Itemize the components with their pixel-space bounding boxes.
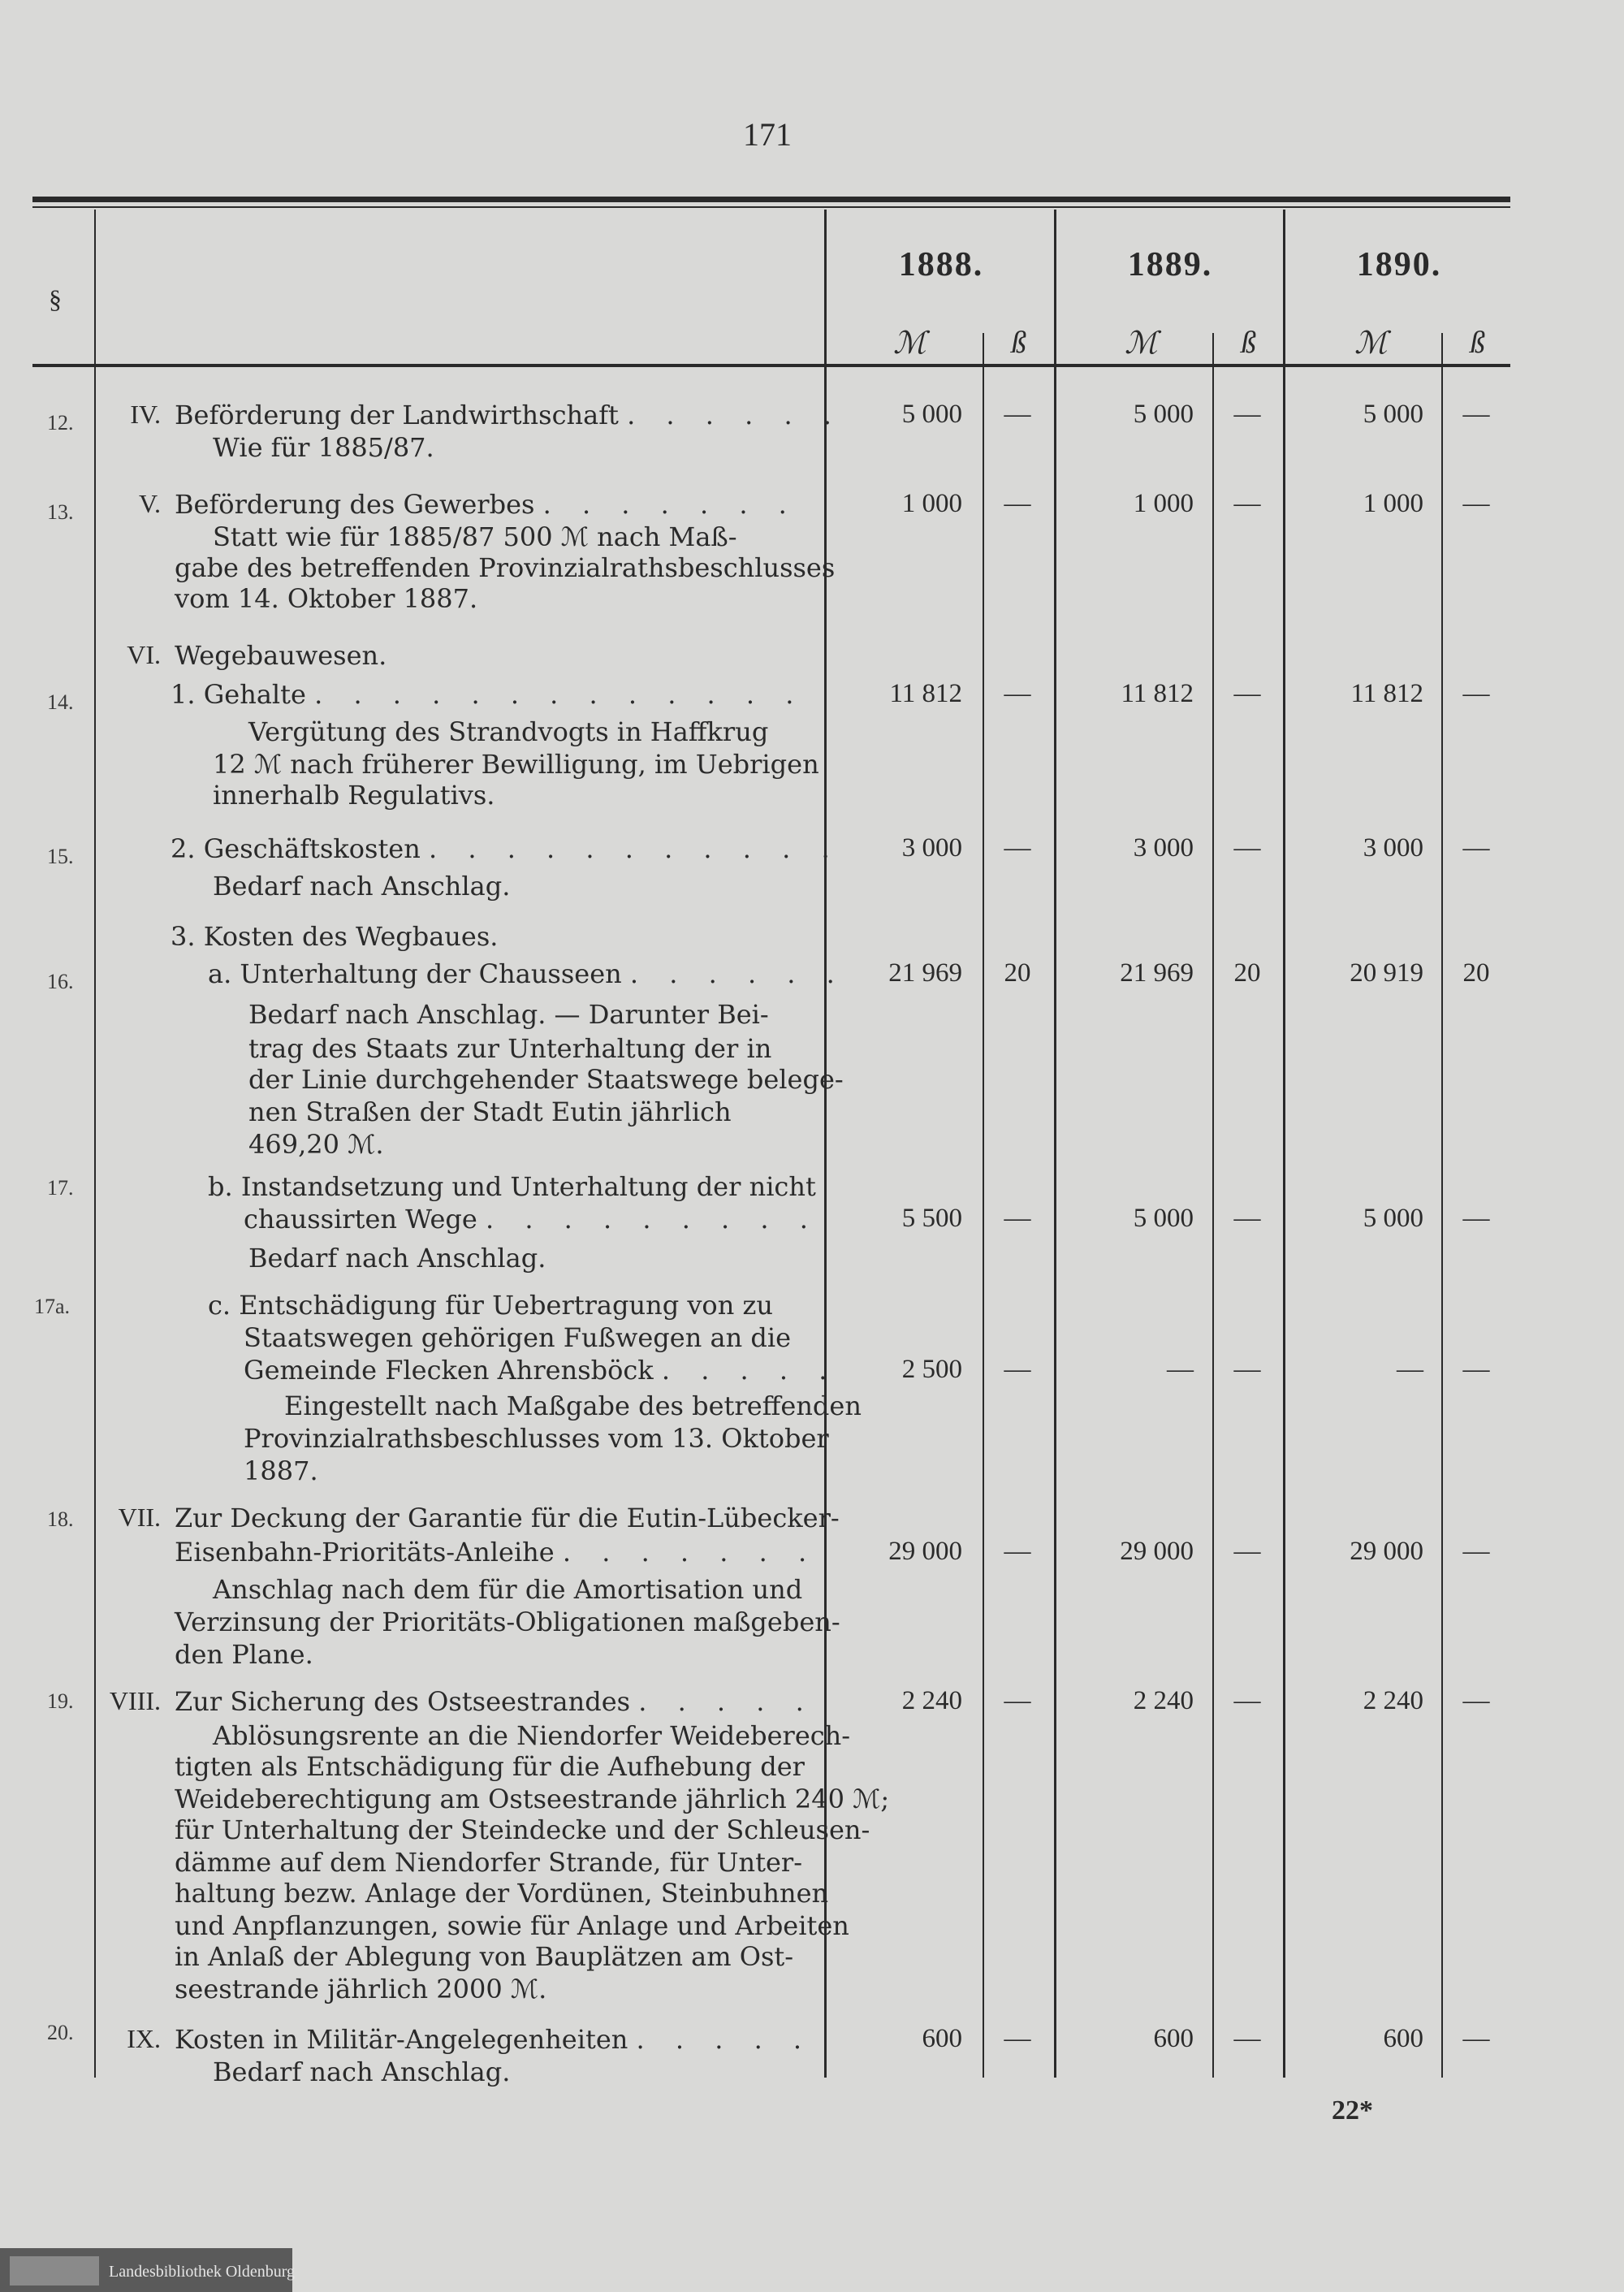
item-note: den Plane.	[175, 1639, 313, 1670]
item-note: nen Straßen der Stadt Eutin jährlich	[248, 1096, 732, 1127]
leader-dots: . . . . .	[638, 1686, 815, 1717]
library-building-icon	[10, 2256, 99, 2286]
pf-1889: —	[1233, 1204, 1261, 1233]
header-bottom-rule	[32, 364, 1510, 367]
amount-1890: 1 000	[1363, 489, 1423, 518]
item-note: 12 ℳ nach früherer Bewilligung, im Uebrigen	[213, 749, 819, 780]
pf-1890: —	[1462, 1686, 1490, 1715]
item-note: haltung bezw. Anlage der Vordünen, Steinbuhnen	[175, 1878, 829, 1909]
paragraph-number: 13.	[47, 500, 74, 524]
pf-1888: —	[1004, 2024, 1031, 2053]
pf-1889: 20	[1233, 958, 1261, 988]
roman-numeral: IX.	[127, 2024, 161, 2053]
pf-1890: —	[1462, 489, 1490, 518]
top-rule-thin	[32, 206, 1510, 208]
year-1889: 1889.	[1127, 246, 1213, 283]
amount-1889: 5 000	[1133, 1204, 1194, 1233]
amount-1888: 2 240	[901, 1686, 962, 1715]
signature-mark: 22*	[1332, 2095, 1373, 2126]
amount-1890: 2 240	[1363, 1686, 1423, 1715]
item-title-cont	[244, 1204, 819, 1235]
leader-dots: . . . . . .	[629, 958, 846, 989]
leader-dots: . . . . .	[636, 2024, 814, 2055]
pf-1890: —	[1462, 1355, 1490, 1384]
item-note: Verzinsung der Prioritäts-Obligationen maßgeben-	[175, 1607, 840, 1637]
item-title	[175, 2024, 813, 2055]
item-note: und Anpflanzungen, sowie für Anlage und Arbeiten	[175, 1910, 849, 1941]
year-1890: 1890.	[1356, 246, 1442, 283]
section-heading: Wegebauwesen.	[175, 640, 387, 671]
amount-1890: 3 000	[1363, 833, 1423, 863]
leader-dots: . . . . . . .	[542, 489, 798, 520]
amount-1888: 2 500	[901, 1355, 962, 1384]
pf-1890: —	[1462, 679, 1490, 708]
paragraph-number: 17.	[47, 1176, 74, 1200]
item-title-text: chaussirten Wege	[244, 1204, 477, 1235]
item-note: innerhalb Regulativs.	[213, 780, 495, 811]
pf-1888: —	[1004, 1686, 1031, 1715]
amount-1890: 11 812	[1350, 679, 1423, 708]
amount-1889: 1 000	[1133, 489, 1194, 518]
item-title-cont	[175, 1537, 818, 1568]
library-name: Landesbibliothek Oldenburg	[109, 2263, 296, 2281]
item-note: Eingestellt nach Maßgabe des betreffenden	[284, 1390, 862, 1421]
paragraph-number: 12.	[47, 411, 74, 435]
amount-1890: 5 000	[1363, 400, 1423, 429]
pf-1889: —	[1233, 833, 1261, 863]
item-note: Bedarf nach Anschlag.	[213, 871, 511, 902]
pf-1890: —	[1462, 400, 1490, 429]
unit-mark-1890: ℳ	[1354, 327, 1388, 361]
pf-1888: —	[1004, 1204, 1031, 1233]
amount-1889: 3 000	[1133, 833, 1194, 863]
item-title-text: Gemeinde Flecken Ahrensböck	[244, 1355, 654, 1386]
item-note: in Anlaß der Ablegung von Bauplätzen am Ost-	[175, 1941, 794, 1972]
item-note: 1887.	[244, 1455, 318, 1486]
pf-1888: —	[1004, 400, 1031, 429]
item-note: tigten als Entschädigung für die Aufhebung der	[175, 1751, 805, 1782]
amount-1889: 600	[1153, 2024, 1194, 2053]
item-title	[171, 833, 841, 864]
amount-1888: 21 969	[888, 958, 962, 988]
pf-1888: 20	[1004, 958, 1031, 988]
item-title	[175, 1686, 815, 1717]
leader-dots: . . . . . .	[627, 400, 843, 430]
amount-1890: 600	[1383, 2024, 1423, 2053]
pf-1889: —	[1233, 1686, 1261, 1715]
year-1888: 1888.	[898, 246, 984, 283]
item-title	[208, 958, 846, 989]
item-note: trag des Staats zur Unterhaltung der in	[248, 1033, 772, 1064]
unit-pf-1888: ß	[1011, 326, 1026, 360]
top-rule-thick	[32, 197, 1510, 202]
item-title: Zur Deckung der Garantie für die Eutin-Lübecker-	[175, 1503, 840, 1533]
item-title	[175, 400, 843, 430]
amount-1889: 21 969	[1120, 958, 1194, 988]
amount-1890: 5 000	[1363, 1204, 1423, 1233]
paragraph-number: 17a.	[34, 1295, 71, 1318]
unit-pf-1890: ß	[1470, 326, 1485, 360]
amount-1888: 600	[922, 2024, 962, 2053]
unit-pf-1889: ß	[1241, 326, 1256, 360]
paragraph-number: 16.	[47, 970, 74, 993]
item-note: dämme auf dem Niendorfer Strande, für Unter-	[175, 1847, 803, 1878]
paragraph-number: 19.	[47, 1689, 74, 1713]
paragraph-number: 20.	[47, 2021, 74, 2044]
roman-numeral: VIII.	[109, 1686, 161, 1715]
leader-dots: . . . . .	[661, 1355, 839, 1386]
item-title-cont	[244, 1355, 838, 1386]
item-title-text: 1. Gehalte	[171, 679, 306, 710]
pf-1889: —	[1233, 1355, 1261, 1384]
item-note: gabe des betreffenden Provinzialrathsbeschlusses	[175, 552, 836, 583]
section-symbol: §	[49, 284, 62, 314]
roman-numeral: VI.	[127, 640, 161, 669]
leader-dots: . . . . . . . . . . . . .	[314, 679, 806, 710]
paragraph-number: 15.	[47, 845, 74, 868]
item-note: Wie für 1885/87.	[213, 432, 434, 463]
roman-numeral: V.	[139, 489, 161, 518]
amount-1888: 5 500	[901, 1204, 962, 1233]
amount-1888: 1 000	[901, 489, 962, 518]
pf-1888: —	[1004, 489, 1031, 518]
item-note: Vergütung des Strandvogts in Haffkrug	[248, 716, 769, 747]
amount-1888: 5 000	[901, 400, 962, 429]
amount-1889: 2 240	[1133, 1686, 1194, 1715]
item-title: c. Entschädigung für Uebertragung von zu	[208, 1290, 773, 1321]
item-title-text: Kosten in Militär-Angelegenheiten	[175, 2024, 628, 2055]
roman-numeral: VII.	[118, 1503, 161, 1532]
leader-dots: . . . . . . . . .	[485, 1204, 819, 1235]
pf-1888: —	[1004, 679, 1031, 708]
item-note: Weideberechtigung am Ostseestrande jährlich 240 ℳ;	[175, 1784, 890, 1814]
item-title-text: a. Unterhaltung der Chausseen	[208, 958, 622, 989]
pf-1888: —	[1004, 1537, 1031, 1566]
item-note: der Linie durchgehender Staatswege belege-	[248, 1064, 844, 1095]
amount-1889: 5 000	[1133, 400, 1194, 429]
pf-1888: —	[1004, 1355, 1031, 1384]
leader-dots: . . . . . . . . . . .	[429, 833, 841, 864]
unit-mark-1889: ℳ	[1125, 327, 1158, 361]
item-title	[175, 489, 798, 520]
item-title-text: 2. Geschäftskosten	[171, 833, 421, 864]
item-title-cont: Staatswegen gehörigen Fußwegen an die	[244, 1322, 792, 1353]
item-title-text: Eisenbahn-Prioritäts-Anleihe	[175, 1537, 555, 1568]
paragraph-number: 14.	[47, 690, 74, 714]
item-note: 469,20 ℳ.	[248, 1129, 384, 1160]
item-title-text: Zur Sicherung des Ostseestrandes	[175, 1686, 631, 1717]
item-note: vom 14. Oktober 1887.	[175, 583, 478, 614]
amount-1889: 11 812	[1121, 679, 1194, 708]
pf-1890: —	[1462, 1204, 1490, 1233]
pf-1889: —	[1233, 679, 1261, 708]
pf-1889: —	[1233, 400, 1261, 429]
item-title: b. Instandsetzung und Unterhaltung der nicht	[208, 1171, 816, 1202]
paragraph-number: 18.	[47, 1507, 74, 1531]
item-note: Provinzialrathsbeschlusses vom 13. Oktober	[244, 1423, 829, 1454]
amount-1890: —	[1397, 1355, 1423, 1384]
item-note: Bedarf nach Anschlag. — Darunter Bei-	[248, 999, 769, 1030]
item-title-text: Beförderung der Landwirthschaft	[175, 400, 619, 430]
item-note: Ablösungsrente an die Niendorfer Weideberech-	[213, 1720, 851, 1751]
item-title	[171, 679, 805, 710]
subsection-heading: 3. Kosten des Wegbaues.	[171, 921, 499, 952]
amount-1889: 29 000	[1120, 1537, 1194, 1566]
page-number: 171	[743, 116, 792, 153]
item-note: Bedarf nach Anschlag.	[213, 2056, 511, 2087]
pf-1890: 20	[1462, 958, 1490, 988]
item-title-text: Beförderung des Gewerbes	[175, 489, 535, 520]
roman-numeral: IV.	[130, 400, 161, 429]
amount-1888: 29 000	[888, 1537, 962, 1566]
item-note: Bedarf nach Anschlag.	[248, 1243, 546, 1274]
item-note: für Unterhaltung der Steindecke und der Schleusen-	[175, 1814, 870, 1845]
pf-1890: —	[1462, 833, 1490, 863]
unit-mark-1888: ℳ	[893, 327, 926, 361]
amount-1888: 11 812	[889, 679, 962, 708]
pf-1890: —	[1462, 2024, 1490, 2053]
pf-1888: —	[1004, 833, 1031, 863]
amount-1889: —	[1167, 1355, 1194, 1384]
pf-1889: —	[1233, 1537, 1261, 1566]
pf-1889: —	[1233, 489, 1261, 518]
amount-1888: 3 000	[901, 833, 962, 863]
pf-1890: —	[1462, 1537, 1490, 1566]
item-note: Statt wie für 1885/87 500 ℳ nach Maß-	[213, 521, 737, 552]
amount-1890: 20 919	[1350, 958, 1423, 988]
item-note: Anschlag nach dem für die Amortisation und	[213, 1574, 803, 1605]
amount-1890: 29 000	[1350, 1537, 1423, 1566]
leader-dots: . . . . . . .	[562, 1537, 818, 1568]
item-note: seestrande jährlich 2000 ℳ.	[175, 1974, 547, 2004]
pf-1889: —	[1233, 2024, 1261, 2053]
